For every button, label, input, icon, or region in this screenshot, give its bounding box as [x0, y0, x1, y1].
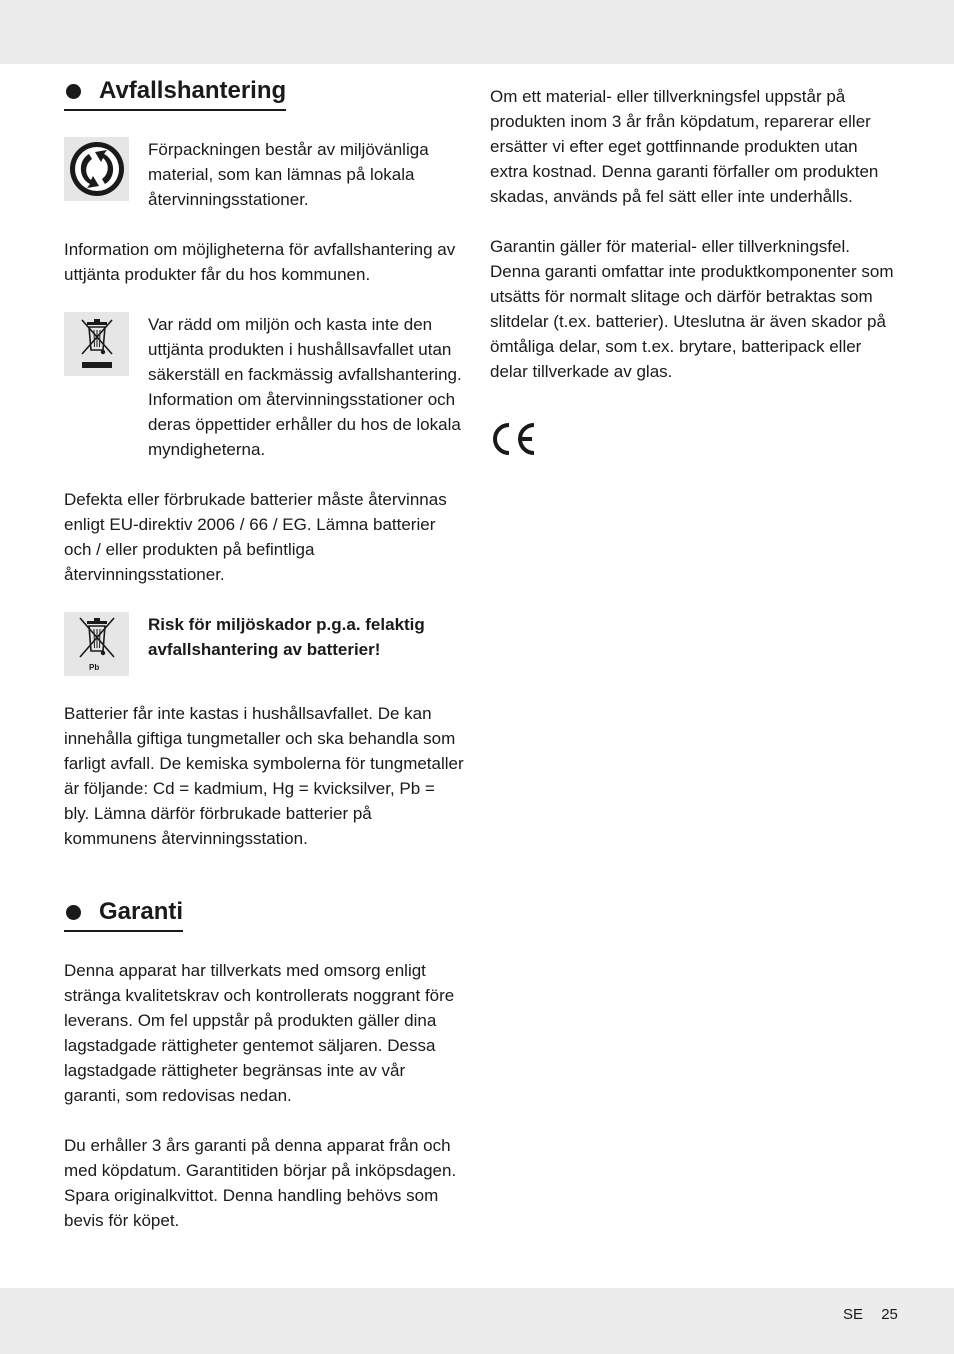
bullet-dot-icon [66, 84, 81, 99]
battery-warning: Risk för miljöskador p.g.a. felaktig avfallshantering av batterier! [148, 615, 425, 659]
battery-warning-block [64, 612, 464, 676]
packaging-block [64, 137, 464, 212]
warranty-paragraph-4: Garantin gäller för material- eller tillverkningsfel. Denna garanti omfattar inte produktkomponenter som utsätts för normalt slitage och därför betraktas som slitdelar (t.ex. batterier). Uteslutna är även skador på ömtåliga delar, som t.ex. brytare, batteripack eller delar tillverkade av glas. [490, 237, 894, 381]
warranty-paragraph-1: Denna apparat har tillverkats med omsorg enligt stränga kvalitetskrav och kontrollerats noggrant före leverans. Om fel uppstår på produkten gäller dina lagstadgade rättigheter gentemot säljaren. Dessa lagstadgade rättigheter begränsas inte av vår garanti, som redovisas nedan. [64, 961, 455, 1105]
ce-mark-icon [490, 422, 538, 456]
weee-block [64, 312, 464, 462]
page-footer [843, 1306, 898, 1323]
crossed-bin-weee-icon [64, 312, 129, 376]
crossed-bin-pb-icon [64, 612, 129, 676]
left-column [64, 76, 464, 1233]
warranty-heading-text: Garanti [99, 898, 184, 925]
bullet-dot-icon [66, 905, 81, 920]
battery-directive-text: Defekta eller förbrukade batterier måste återvinnas enligt EU-direktiv 2006 / 66 / EG. Lämna batterier och / eller produkten på befintliga återvinningsstationer. [64, 490, 447, 584]
recycling-green-dot-icon [64, 137, 129, 201]
warranty-heading [64, 897, 183, 932]
bottom-band [0, 1288, 954, 1354]
weee-text: Var rädd om miljön och kasta inte den uttjänta produkten i hushållsavfallet utan säkerställ en fackmässig avfallshantering. Information om återvinningsstationer och deras öppettider erhåller du hos de lokala myndigheterna. [148, 315, 462, 459]
pb-label: Pb [88, 663, 99, 672]
language-code: SE [843, 1306, 864, 1323]
warranty-paragraph-2: Du erhåller 3 års garanti på denna apparat från och med köpdatum. Garantitiden börjar på inköpsdagen. Spara originalkvittot. Denna handling behövs som bevis för köpet. [64, 1136, 457, 1230]
warranty-paragraph-3: Om ett material- eller tillverkningsfel uppstår på produkten inom 3 år från köpdatum, reparerar eller ersätter vi efter eget gottfinnande produkten utan extra kostnad. Denna garanti förfaller om produkten skadas, används på fel sätt eller inte underhålls. [490, 87, 879, 206]
info-text: Information om möjligheterna för avfallshantering av uttjänta produkter får du hos kommunen. [64, 240, 456, 284]
waste-heading-text: Avfallshantering [99, 77, 287, 104]
right-column [490, 84, 900, 461]
packaging-text: Förpackningen består av miljövänliga material, som kan lämnas på lokala återvinningsstationer. [148, 140, 429, 209]
page-number: 25 [881, 1306, 898, 1323]
waste-heading [64, 76, 286, 111]
battery-text: Batterier får inte kastas i hushållsavfallet. De kan innehålla giftiga tungmetaller och ska behandla som farligt avfall. De kemiska symbolerna för tungmetaller är följande: Cd = kadmium, Hg = kvicksilver, Pb = bly. Lämna därför förbrukade batterier på kommunens återvinningsstation. [64, 704, 464, 848]
top-band [0, 0, 954, 64]
